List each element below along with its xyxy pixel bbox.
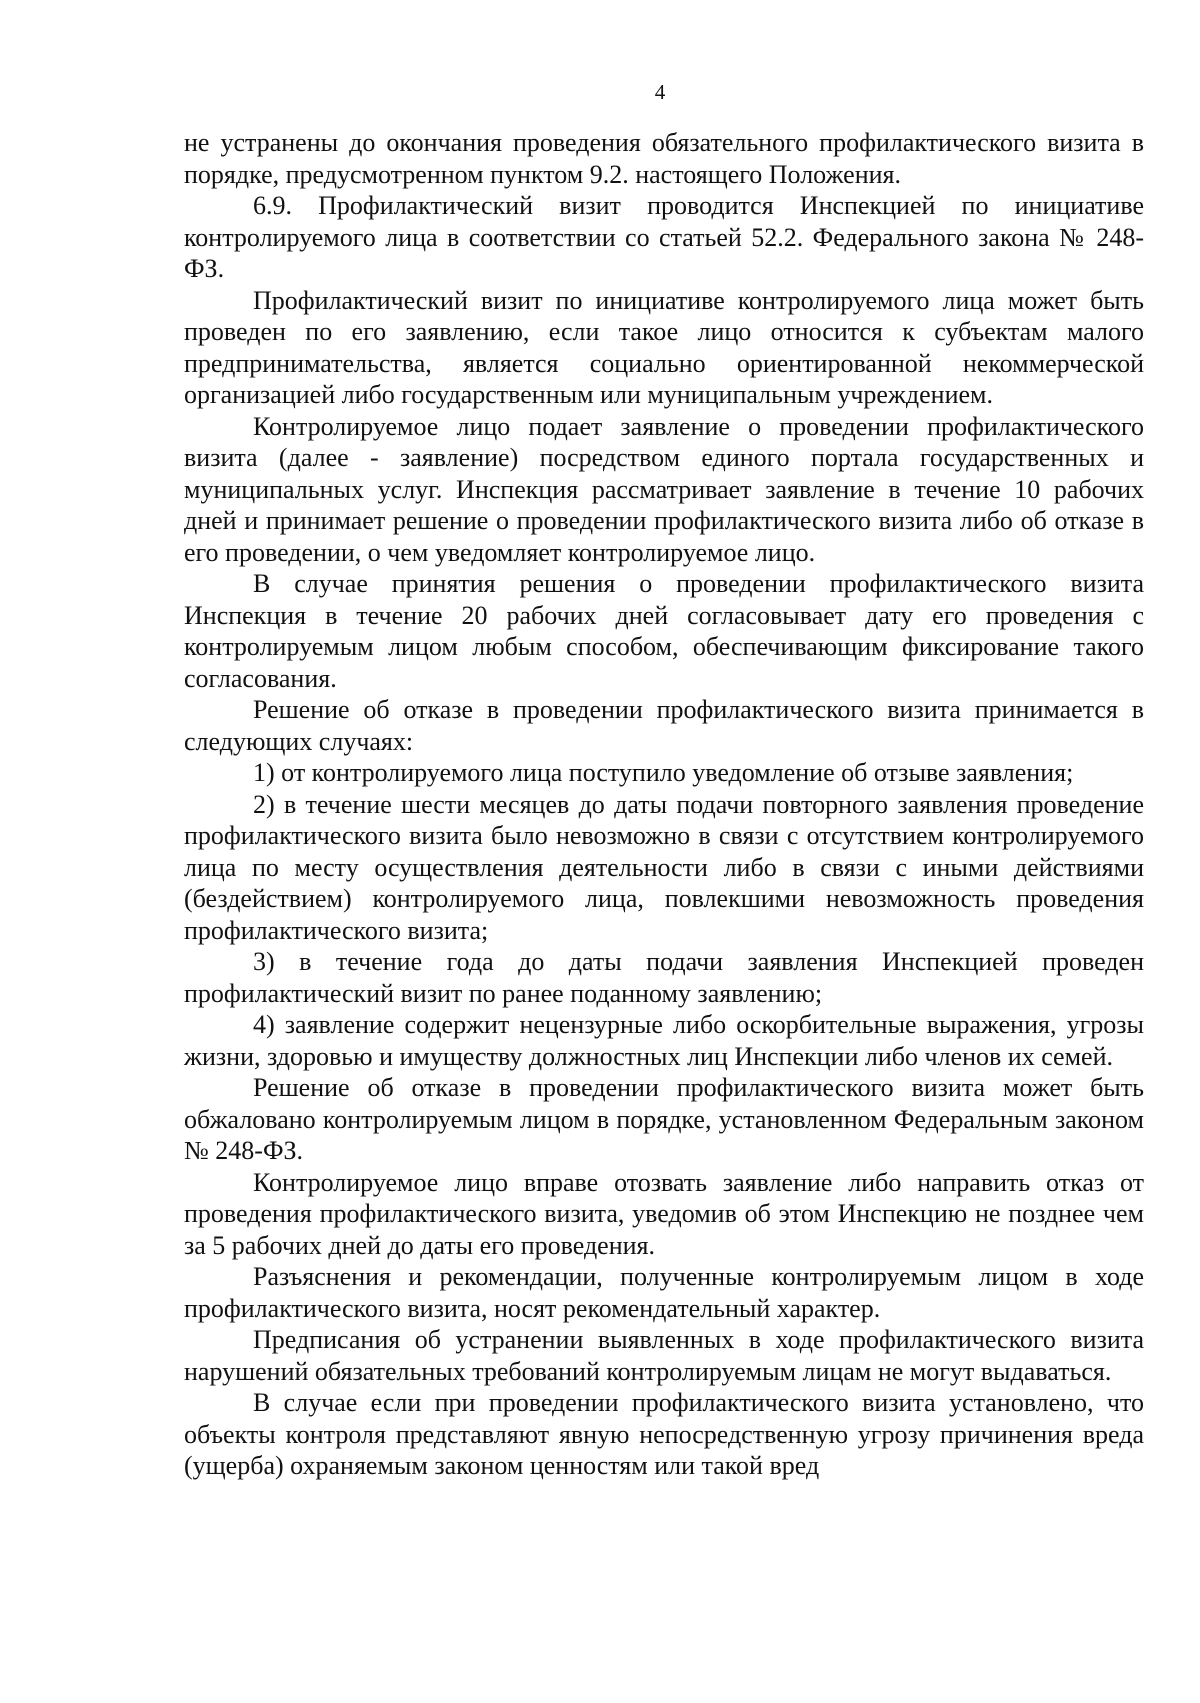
list-item-3: 3) в течение года до даты подачи заявления Инспекцией проведен профилактический визит по ранее поданному заявлению; [184,947,1144,1008]
paragraph: Профилактический визит по инициативе контролируемого лица может быть проведен по его заявлению, если такое лицо относится к субъектам малого предпринимательства, является социально ориентированной некоммерческой организацией либо государственным или муниципальным учреждением. [184,285,1144,409]
list-item-1: 1) от контролируемого лица поступило уведомление об отзыве заявления; [253,758,1074,787]
paragraph: Решение об отказе в проведении профилактического визита может быть обжаловано контролируемым лицом в порядке, установленном Федеральным законом № 248-ФЗ. [184,1073,1144,1165]
paragraph-continuation: не устранены до окончания проведения обязательного профилактического визита в порядке, предусмотренном пунктом 9.2. настоящего Положения. [184,128,1144,189]
paragraph: Контролируемое лицо вправе отозвать заявление либо направить отказ от проведения профилактического визита, уведомив об этом Инспекцию не позднее чем за 5 рабочих дней до даты его проведения. [184,1167,1144,1260]
paragraph: Решение об отказе в проведении профилактического визита принимается в следующих случаях: [184,695,1144,756]
paragraph: Предписания об устранении выявленных в ходе профилактического визита нарушений обязательных требований контролируемым лицам не могут выдаваться. [184,1325,1144,1386]
paragraph-continued-next-page: В случае если при проведении профилактического визита установлено, что объекты контроля представляют явную непосредственную угрозу причинения вреда (ущерба) охраняемым законом ценностям или такой вред [184,1388,1144,1480]
paragraph-6-9: 6.9. Профилактический визит проводится Инспекцией по инициативе контролируемого лица в соответствии со статьей 52.2. Федерального закона № 248-ФЗ. [184,191,1144,283]
paragraph: В случае принятия решения о проведении профилактического визита Инспекция в течение 20 рабочих дней согласовывает дату его проведения с контролируемым лицом любым способом, обеспечивающим фиксирование такого согласования. [184,569,1144,693]
page-number: 4 [654,80,666,104]
paragraph: Разъяснения и рекомендации, полученные контролируемым лицом в ходе профилактического визита, носят рекомендательный характер. [184,1262,1144,1323]
list-item-2: 2) в течение шести месяцев до даты подачи повторного заявления проведение профилактического визита было невозможно в связи с отсутствием контролируемого лица по месту осуществления деятельности либо в связи с иными действиями (бездействием) контролируемого лица, повлекшими невозможность проведения профилактического визита; [184,789,1144,945]
document-body [184,127,1144,1482]
list-item-4: 4) заявление содержит нецензурные либо оскорбительные выражения, угрозы жизни, здоровью и имуществу должностных лиц Инспекции либо членов их семей. [184,1010,1144,1071]
paragraph: Контролируемое лицо подает заявление о проведении профилактического визита (далее - заявление) посредством единого портала государственных и муниципальных услуг. Инспекция рассматривает заявление в течение 10 рабочих дней и принимает решение о проведении профилактического визита либо об отказе в его проведении, о чем уведомляет контролируемое лицо. [184,411,1144,567]
